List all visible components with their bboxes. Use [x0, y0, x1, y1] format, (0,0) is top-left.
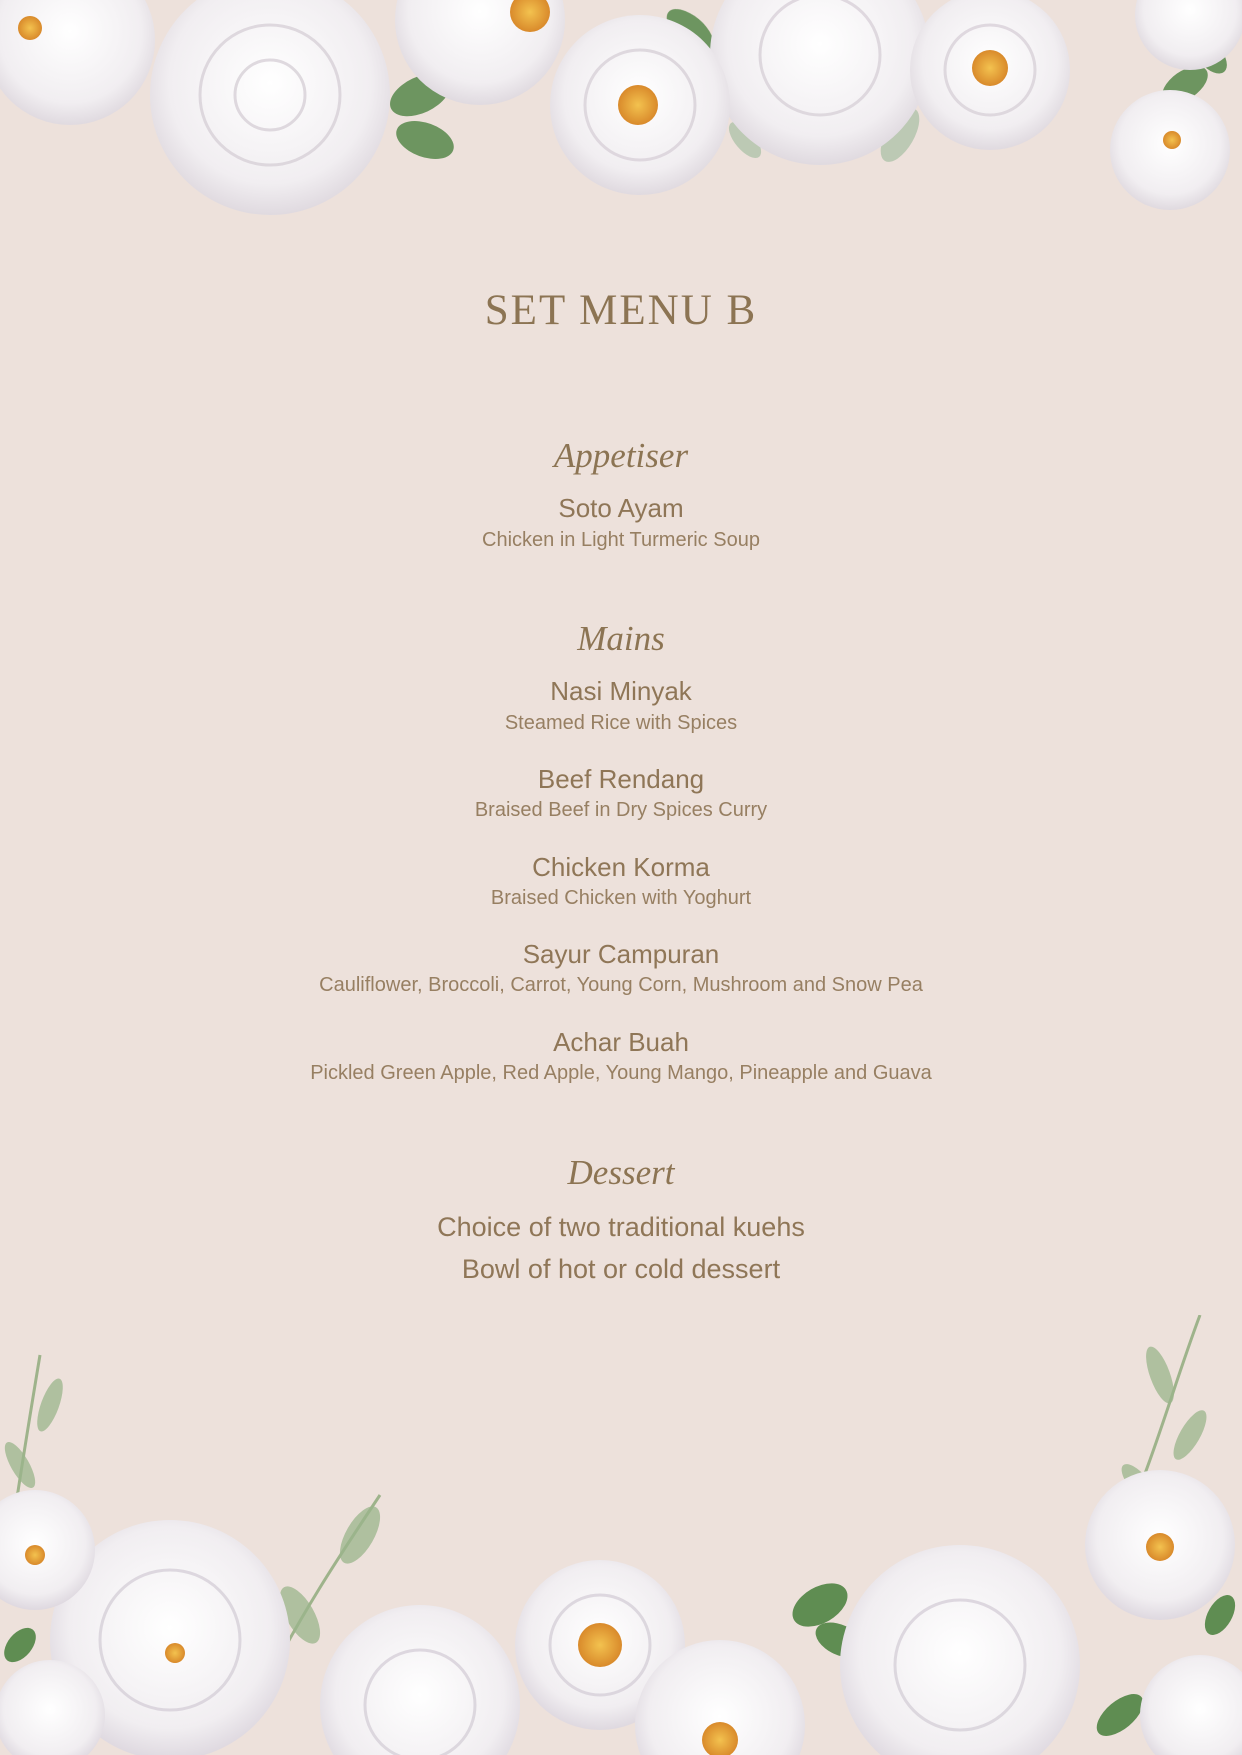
dish-description: Braised Chicken with Yoghurt — [490, 887, 752, 909]
dish-description: Pickled Green Apple, Red Apple, Young Mango, Pineapple and Guava — [310, 1062, 932, 1084]
section-heading-appetiser: Appetiser — [553, 436, 689, 475]
dessert-line: Choice of two traditional kuehs — [437, 1212, 805, 1242]
dish-description: Braised Beef in Dry Spices Curry — [474, 799, 768, 821]
dish-name: Chicken Korma — [532, 852, 710, 882]
dish-name: Sayur Campuran — [522, 939, 720, 969]
menu-title: SET MENU B — [484, 287, 758, 334]
dish-name: Achar Buah — [553, 1027, 689, 1057]
dish-description: Steamed Rice with Spices — [504, 712, 738, 734]
section-heading-dessert: Dessert — [567, 1153, 675, 1192]
dish-name: Beef Rendang — [537, 764, 705, 794]
dish-name: Soto Ayam — [558, 493, 684, 523]
bottom-floral-border — [0, 1315, 1242, 1755]
section-heading-mains: Mains — [577, 619, 665, 658]
dish-description: Chicken in Light Turmeric Soup — [482, 529, 760, 551]
dish-description: Cauliflower, Broccoli, Carrot, Young Corn, Mushroom and Snow Pea — [319, 974, 923, 996]
top-floral-border — [0, 0, 1242, 230]
dish-name: Nasi Minyak — [550, 676, 692, 706]
dessert-line: Bowl of hot or cold dessert — [461, 1254, 781, 1284]
